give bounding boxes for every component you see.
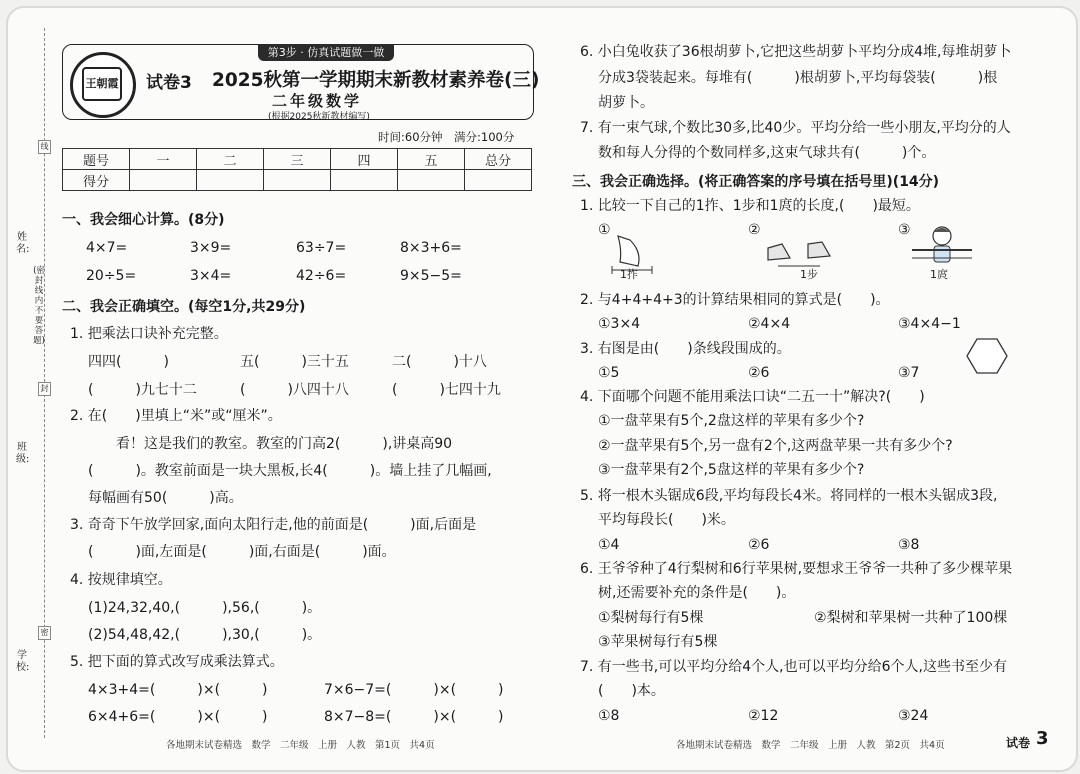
score-cell[interactable] [331,170,398,191]
score-table [62,148,532,191]
option[interactable]: ①梨树每行有5棵 [598,610,704,626]
question-2-3: 3. 奇奇下午放学回家,面向太阳行走,他的前面是( )面,后面是 [70,517,477,533]
option[interactable]: ①4 [598,537,620,553]
question-2-6: 6. 小白兔收获了36根胡萝卜,它把这些胡萝卜平均分成4堆,每堆胡萝卜 [580,44,1012,60]
option[interactable]: ②一盘苹果有5个,另一盘有2个,这两盘苹果一共有多少个? [598,438,953,454]
choice-4: 4. 下面哪个问题不能用乘法口诀“二五一十”解决?( ) [580,389,925,405]
score-header-cell: 四 [331,149,398,170]
option[interactable]: ③4×4−1 [898,316,961,332]
fill-item: ( )七四十九 [392,382,501,398]
step-tag: 第3步 · 仿真试题做一做 [258,44,394,61]
section2-title: 二、我会正确填空。(每空1分,共29分) [62,299,306,315]
pattern-item: (1)24,32,40,( ),56,( )。 [88,600,322,616]
rewrite-item: 8×7−8=( )×( ) [324,709,504,725]
section1-title: 一、我会细心计算。(8分) [62,212,225,228]
score-header-cell: 三 [264,149,331,170]
option-label[interactable]: ① [598,222,611,238]
option[interactable]: ②6 [748,365,770,381]
binding-school-label: 学校: [16,650,30,673]
option[interactable]: ②12 [748,708,779,724]
choice-6: 6. 王爷爷种了4行梨树和6行苹果树,要想求王爷爷一共种了多少棵苹果 [580,561,1013,577]
publisher-logo-text: 王朝霞 [82,67,122,101]
question-2-7-line: 数和每人分得的个数同样多,这束气球共有( )个。 [598,145,936,161]
fill-item: 五( )三十五 [240,354,349,370]
option[interactable]: ①5 [598,365,620,381]
question-2-1: 1. 把乘法口诀补充完整。 [70,326,228,342]
option[interactable]: ③24 [898,708,929,724]
arm-span-caption: 1庹 [930,268,948,281]
paper-subtitle: 二年级数学 [272,92,363,110]
option[interactable]: ②4×4 [748,316,791,332]
score-cell[interactable] [465,170,532,191]
option[interactable]: ①一盘苹果有5个,2盘这样的苹果有多少个? [598,413,865,429]
left-page-footer: 各地期末试卷精选 数学 二年级 上册 人教 第1页 共4页 [166,740,435,751]
pattern-item: (2)54,48,42,( ),30,( )。 [88,627,322,643]
question-2-2: 2. 在( )里填上“米”或“厘米”。 [70,408,282,424]
option[interactable]: ②梨树和苹果树一共种了100棵 [814,610,1008,626]
choice-6-line: 树,还需要补充的条件是( )。 [598,585,796,601]
binding-mark-secret: 密 [38,626,51,640]
option[interactable]: ①8 [598,708,620,724]
score-row-label: 得分 [63,170,130,191]
section3-title: 三、我会正确选择。(将正确答案的序号填在括号里)(14分) [572,174,940,190]
calc-item: 4×7= [86,240,128,256]
score-cell[interactable] [130,170,197,191]
binding-mark-line: 线 [38,140,51,154]
score-header-cell: 五 [398,149,465,170]
score-cell[interactable] [264,170,331,191]
rewrite-item: 7×6−7=( )×( ) [324,682,504,698]
choice-5: 5. 将一根木头锯成6段,平均每段长4米。将同样的一根木头锯成3段, [580,488,998,504]
binding-class-label: 班级: [16,442,30,465]
score-cell[interactable] [197,170,264,191]
question-2-6-line: 分成3袋装起来。每堆有( )根胡萝卜,平均每袋装( )根 [598,70,998,86]
binding-instruction: (密封线内不要答题) [33,266,45,346]
score-header-cell: 总分 [465,149,532,170]
question-2-2-line: 每幅画有50( )高。 [88,490,243,506]
score-header-cell: 二 [197,149,264,170]
score-row [63,170,532,191]
paper-title: 2025秋第一学期期末新教材素养卷(三) [212,70,540,91]
hand-span-caption: 1拃 [620,268,638,281]
choice-1: 1. 比较一下自己的1拃、1步和1庹的长度,( )最短。 [580,198,920,214]
calc-item: 63÷7= [296,240,347,256]
corner-number: 3 [1036,728,1049,749]
publisher-logo [70,52,136,118]
option-label[interactable]: ② [748,222,761,238]
choice-2: 2. 与4+4+4+3的计算结果相同的算式是( )。 [580,292,890,308]
calc-item: 20÷5= [86,268,137,284]
choice-3: 3. 右图是由( )条线段围成的。 [580,341,791,357]
question-2-7: 7. 有一束气球,个数比30多,比40少。平均分给一些小朋友,平均分的人 [580,120,1011,136]
option[interactable]: ③一盘苹果有2个,5盘这样的苹果有多少个? [598,462,865,478]
question-2-2-line: 看！这是我们的教室。教室的门高2( ),讲桌高90 [88,436,453,452]
calc-item: 42÷6= [296,268,347,284]
option[interactable]: ①3×4 [598,316,641,332]
choice-7: 7. 有一些书,可以平均分给4个人,也可以平均分给6个人,这些书至少有 [580,659,1007,675]
calc-item: 3×4= [190,268,232,284]
score-cell[interactable] [398,170,465,191]
binding-name-label: 姓名: [16,232,30,255]
score-header-cell: 一 [130,149,197,170]
fill-item: ( )九七十二 [88,382,197,398]
calc-item: 3×9= [190,240,232,256]
paper-note: (根据2025秋新教材编写) [268,112,370,122]
option[interactable]: ③8 [898,537,920,553]
fill-item: ( )八四十八 [240,382,349,398]
score-header-cell: 题号 [63,149,130,170]
question-2-3-line: ( )面,左面是( )面,右面是( )面。 [88,544,396,560]
fill-item: 四四( ) [88,354,169,370]
option[interactable]: ③7 [898,365,920,381]
option[interactable]: ③苹果树每行有5棵 [598,634,718,650]
fill-item: 二( )十八 [392,354,487,370]
score-header-row [63,149,532,170]
rewrite-item: 4×3+4=( )×( ) [88,682,268,698]
binding-mark-seal: 封 [38,382,51,396]
question-2-6-line: 胡萝卜。 [598,95,654,111]
choice-5-line: 平均每段长( )米。 [598,512,735,528]
calc-item: 9×5−5= [400,268,462,284]
option[interactable]: ②6 [748,537,770,553]
choice-7-line: ( )本。 [598,683,665,699]
paper-number: 试卷3 [146,73,192,93]
rewrite-item: 6×4+6=( )×( ) [88,709,268,725]
calc-item: 8×3+6= [400,240,462,256]
time-info: 时间:60分钟 满分:100分 [378,130,515,144]
corner-label: 试卷 [1006,736,1031,750]
question-2-2-line: ( )。教室前面是一块大黑板,长4( )。墙上挂了几幅画, [88,463,492,479]
step-caption: 1步 [800,268,818,281]
option-label[interactable]: ③ [898,222,911,238]
question-2-5: 5. 把下面的算式改写成乘法算式。 [70,654,284,670]
hexagon-figure [966,338,1008,374]
right-page-footer: 各地期末试卷精选 数学 二年级 上册 人教 第2页 共4页 [676,740,945,751]
question-2-4: 4. 按规律填空。 [70,572,172,588]
arm-span-figure [906,222,978,270]
